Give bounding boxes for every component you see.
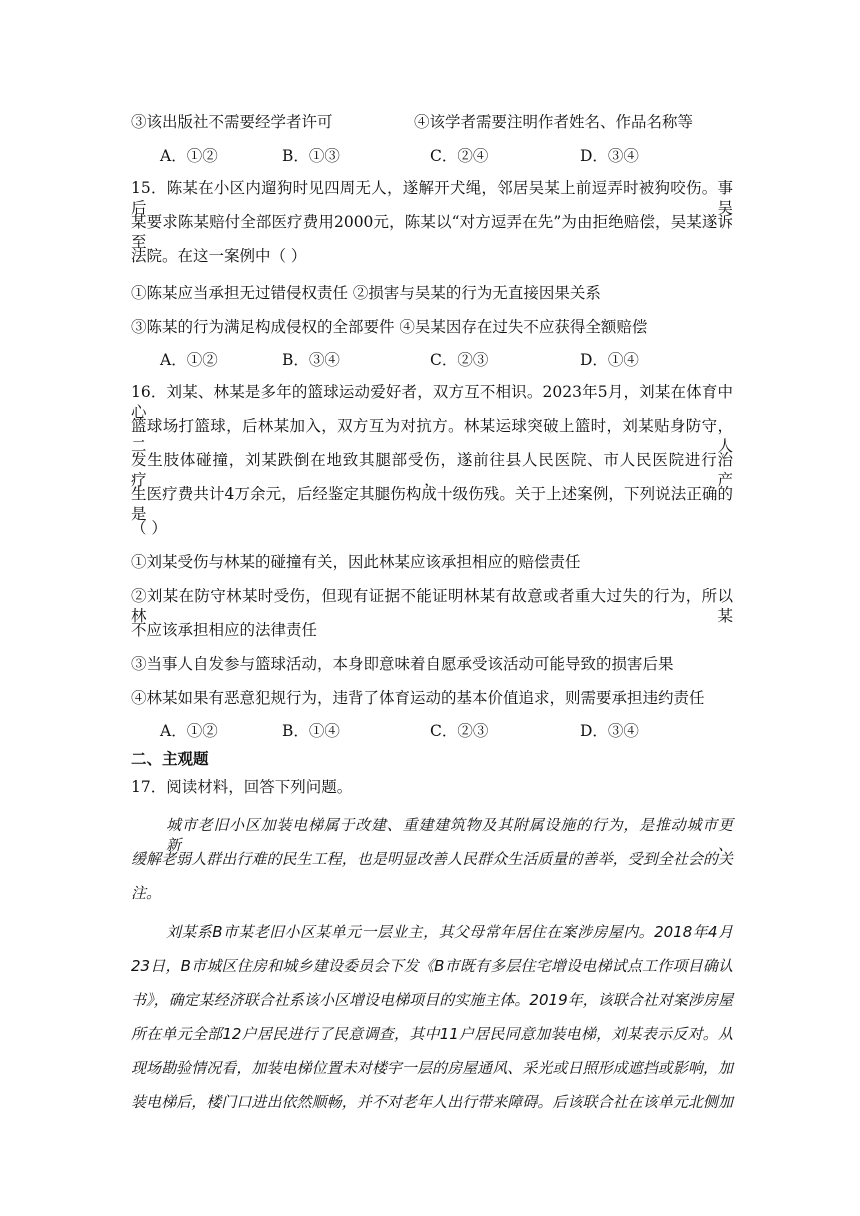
q17-material-para1-line-3: 注。 — [131, 884, 162, 902]
q15-stem-line-1: 15．陈某在小区内遛狗时见四周无人，遂解开犬绳，邻居吴某上前逗弄时被狗咬伤。事后吴 — [131, 179, 733, 217]
section-heading: 二、主观题 — [131, 749, 209, 768]
q14-option-c: C．②④ — [430, 147, 489, 165]
q16-option-a: A．①② — [160, 722, 218, 740]
q15-option-d: D．①④ — [580, 351, 639, 369]
q16-statement-2-line-2: 不应该承担相应的法律责任 — [131, 621, 318, 639]
q16-statement-2-line-1: ②刘某在防守林某时受伤，但现有证据不能证明林某有故意或者重大过失的行为，所以林某 — [131, 587, 733, 625]
q14-statement-4: ④该学者需要注明作者姓名、作品名称等 — [414, 113, 694, 131]
q17-material-para1-line-1: 城市老旧小区加装电梯属于改建、重建建筑物及其附属设施的行为，是推动城市更新、 — [166, 816, 733, 854]
q16-statement-4: ④林某如果有恶意犯规行为，违背了体育运动的基本价值追求，则需要承担违约责任 — [131, 689, 705, 707]
q16-statement-1: ①刘某受伤与林某的碰撞有关，因此林某应该承担相应的赔偿责任 — [131, 553, 581, 571]
q17-material-para2-line-4: 所在单元全部12户居民进行了民意调查，其中11户居民同意加装电梯，刘某表示反对。从 — [131, 1025, 733, 1043]
q17-material-para2-line-2: 23日，B市城区住房和城乡建设委员会下发《B市既有多层住宅增设电梯试点工作项目确认 — [131, 957, 733, 975]
q14-option-a: A．①② — [160, 147, 218, 165]
q15-statements-3-4: ③陈某的行为满足构成侵权的全部要件 ④吴某因存在过失不应获得全额赔偿 — [131, 318, 648, 336]
q15-stem-line-2: 某要求陈某赔付全部医疗费用2000元，陈某以“对方逗弄在先”为由拒绝赔偿，吴某遂诉至 — [131, 213, 733, 251]
q14-option-b: B．①③ — [282, 147, 340, 165]
q14-option-d: D．③④ — [580, 147, 639, 165]
q16-stem-line-1: 16．刘某、林某是多年的篮球运动爱好者，双方互不相识。2023年5月，刘某在体育中心 — [131, 383, 733, 421]
q16-statement-3: ③当事人自发参与篮球活动，本身即意味着自愿承受该活动可能导致的损害后果 — [131, 655, 674, 673]
q16-option-c: C．②③ — [430, 722, 489, 740]
q16-stem-line-3: 发生肢体碰撞，刘某跌倒在地致其腿部受伤，遂前往县人民医院、市人民医院进行治疗，产 — [131, 451, 733, 489]
q17-prompt: 17．阅读材料，回答下列问题。 — [131, 778, 353, 796]
q16-option-d: D．③④ — [580, 722, 639, 740]
q14-statement-3: ③该出版社不需要经学者许可 — [131, 113, 333, 131]
q16-stem-line-5: （ ） — [131, 519, 167, 537]
q15-stem-line-3: 法院。在这一案例中（ ） — [131, 247, 307, 265]
q17-material-para1-line-2: 缓解老弱人群出行难的民生工程，也是明显改善人民群众生活质量的善举，受到全社会的关 — [131, 850, 733, 868]
q15-option-a: A．①② — [160, 351, 218, 369]
q17-material-para2-line-3: 书》，确定某经济联合社系该小区增设电梯项目的实施主体。2019年，该联合社对案涉房屋 — [131, 991, 733, 1009]
q16-stem-line-4: 生医疗费共计4万余元，后经鉴定其腿伤构成十级伤残。关于上述案例，下列说法正确的是 — [131, 485, 733, 523]
q17-material-para2-line-1: 刘某系B市某老旧小区某单元一层业主，其父母常年居住在案涉房屋内。2018年4月 — [166, 923, 733, 941]
q16-option-b: B．①④ — [282, 722, 340, 740]
q17-material-para2-line-6: 装电梯后，楼门口进出依然顺畅，并不对老年人出行带来障碍。后该联合社在该单元北侧加 — [131, 1093, 733, 1111]
q15-statements-1-2: ①陈某应当承担无过错侵权责任 ②损害与吴某的行为无直接因果关系 — [131, 284, 601, 302]
q15-option-b: B．③④ — [282, 351, 340, 369]
q16-stem-line-2: 篮球场打篮球，后林某加入，双方互为对抗方。林某运球突破上篮时，刘某贴身防守，二人 — [131, 417, 733, 455]
q17-material-para2-line-5: 现场勘验情况看，加装电梯位置未对楼宇一层的房屋通风、采光或日照形成遮挡或影响，加 — [131, 1059, 733, 1077]
q15-option-c: C．②③ — [430, 351, 489, 369]
